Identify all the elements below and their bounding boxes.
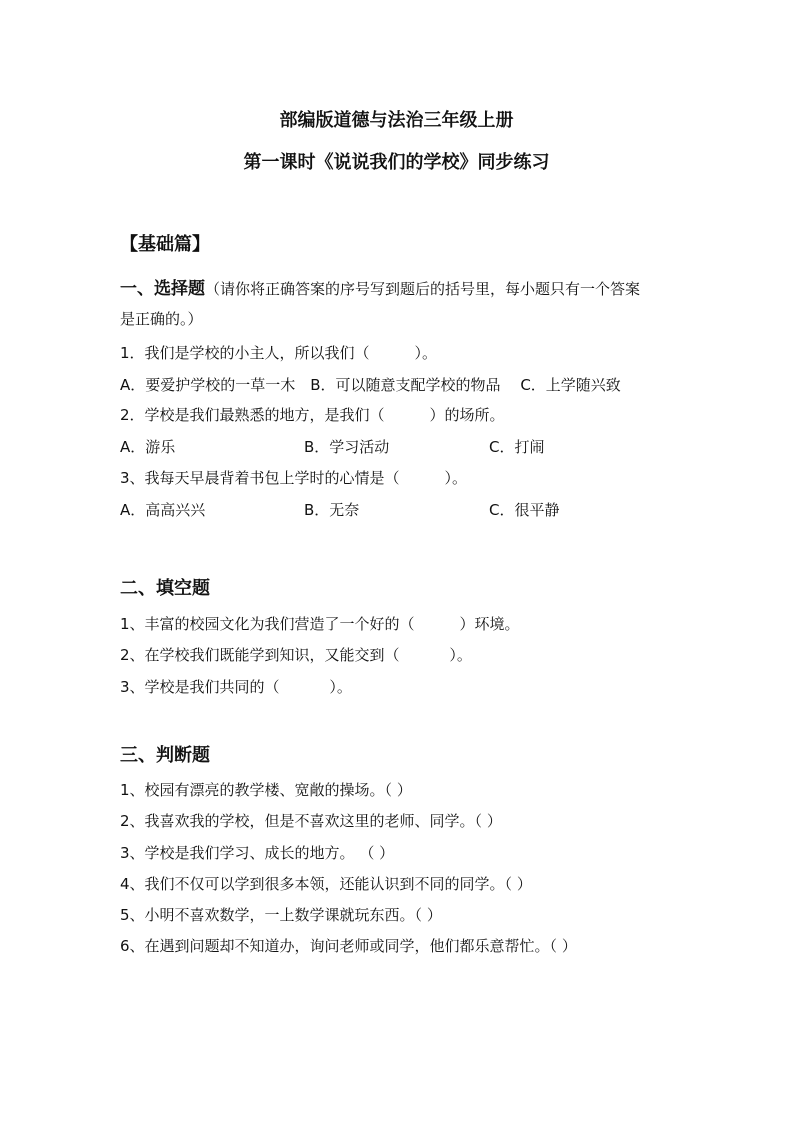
section-basic-heading: 【基础篇】 — [120, 234, 210, 255]
lesson-title: 第一课时《说说我们的学校》同步练习 — [243, 152, 550, 173]
fill-blank-question-1: 1、丰富的校园文化为我们营造了一个好的（ ）环境。 — [120, 615, 520, 633]
choice-q3-option-a: A．高高兴兴 — [120, 501, 206, 519]
fill-blank-heading: 二、填空题 — [120, 578, 210, 599]
true-false-question-3: 3、学校是我们学习、成长的地方。 （ ） — [120, 844, 395, 862]
choice-question-1-options: A．要爱护学校的一草一木 B．可以随意支配学校的物品 C．上学随兴致 — [120, 376, 621, 394]
choice-q3-option-b: B．无奈 — [304, 501, 360, 519]
choice-question-3: 3、我每天早晨背着书包上学时的心情是（ ）。 — [120, 469, 468, 487]
choice-question-2: 2．学校是我们最熟悉的地方，是我们（ ）的场所。 — [120, 406, 505, 424]
choice-q3-option-c: C．很平静 — [489, 501, 560, 519]
true-false-question-4: 4、我们不仅可以学到很多本领，还能认识到不同的同学。（ ） — [120, 875, 532, 893]
true-false-question-6: 6、在遇到问题却不知道办，询问老师或同学，他们都乐意帮忙。（ ） — [120, 937, 577, 955]
choice-q2-option-b: B．学习活动 — [304, 438, 390, 456]
fill-blank-question-2: 2、在学校我们既能学到知识，又能交到（ ）。 — [120, 646, 472, 664]
fill-blank-question-3: 3、学校是我们共同的（ ）。 — [120, 678, 352, 696]
true-false-question-5: 5、小明不喜欢数学，一上数学课就玩东西。（ ） — [120, 906, 442, 924]
choice-q2-option-c: C．打闹 — [489, 438, 545, 456]
choice-section-heading: 一、选择题 — [120, 279, 205, 299]
choice-instruction: （请你将正确答案的序号写到题后的括号里，每小题只有一个答案 — [205, 280, 641, 298]
choice-instruction-cont: 是正确的。） — [120, 310, 203, 328]
true-false-question-2: 2、我喜欢我的学校，但是不喜欢这里的老师、同学。（ ） — [120, 812, 502, 830]
choice-question-1: 1．我们是学校的小主人，所以我们（ ）。 — [120, 344, 438, 362]
true-false-question-1: 1、校园有漂亮的教学楼、宽敞的操场。（ ） — [120, 781, 412, 799]
choice-section-intro — [120, 274, 640, 299]
true-false-heading: 三、判断题 — [120, 745, 210, 766]
choice-q2-option-a: A．游乐 — [120, 438, 176, 456]
document-title: 部编版道德与法治三年级上册 — [279, 110, 514, 131]
